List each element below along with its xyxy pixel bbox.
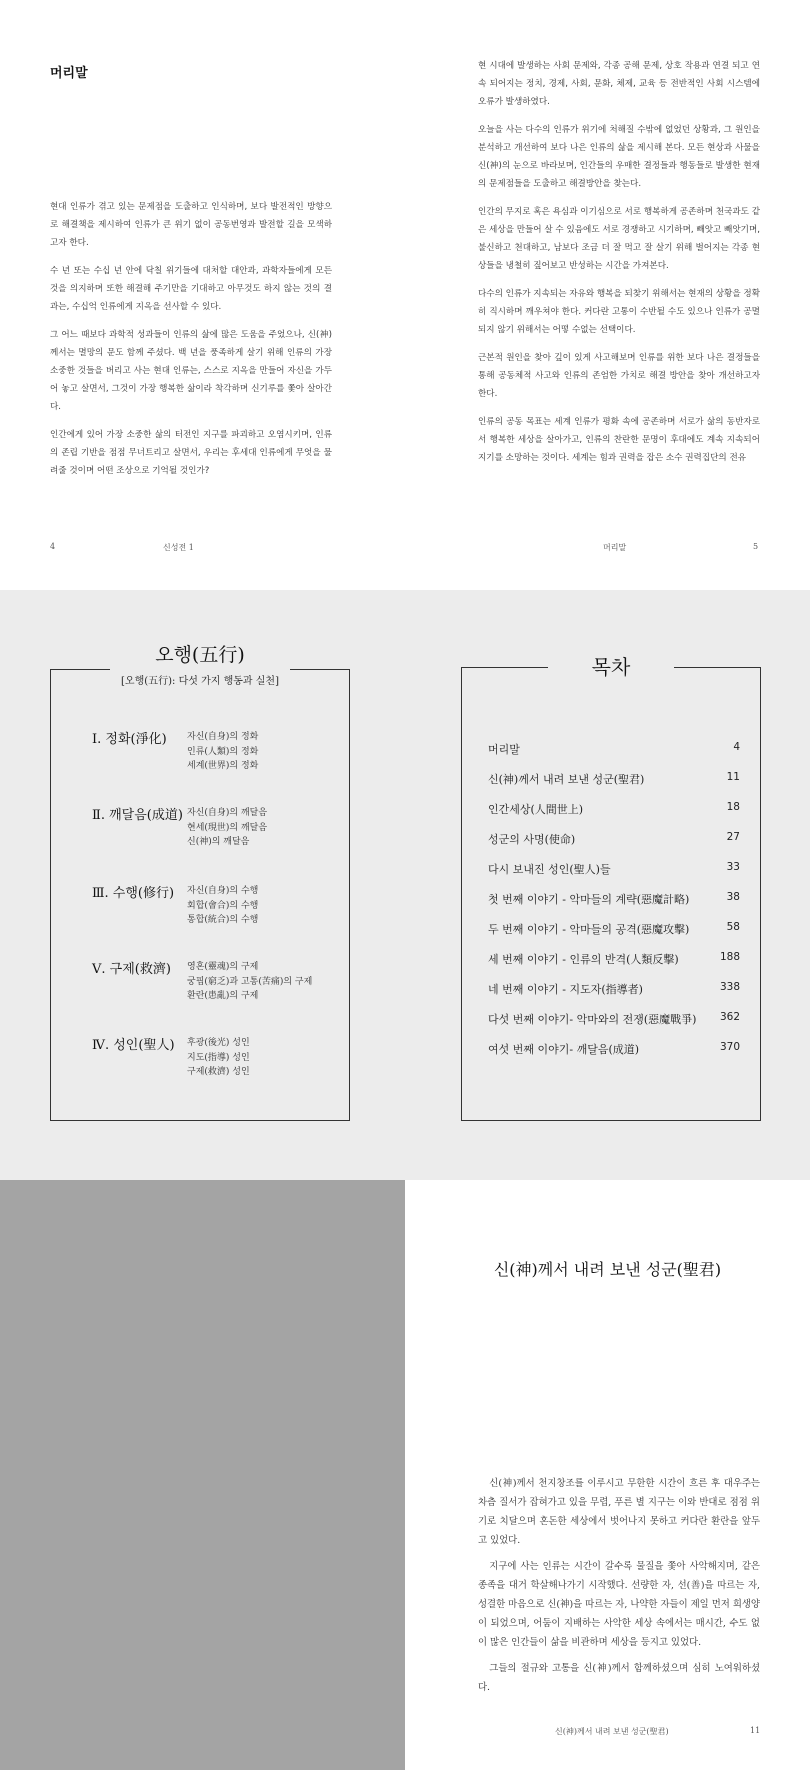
toc-entry-title: 머리말 — [488, 743, 520, 756]
group-item: 영혼(靈魂)의 구제 — [187, 962, 259, 972]
group-heading: Ⅰ. 정화(淨化) — [92, 732, 167, 747]
paragraph: 지구에 사는 인류는 시간이 갈수록 물질을 쫓아 사악해지며, 같은 종족을 대거 학살해나가기 시작했다. 선량한 자, 선(善)을 따르는 자, 성결한 마음으로 신(神)을 따르는 자, 나약한 자들이 제일 먼저 희생양이 되었으며, 어둠이 지배하는 사악한 세상 속에서는 매시간, 수도 없이 많은 인간들이 삶을 비관하며 세상을 등지고 있었다. — [478, 1561, 760, 1648]
group-item: 자신(自身)의 깨달음 — [187, 808, 268, 818]
toc-entry-title: 성군의 사명(使命) — [488, 833, 576, 846]
toc-entry-title: 여섯 번째 이야기- 깨달음(成道) — [488, 1043, 640, 1056]
five-actions-subtitle: [오행(五行): 다섯 가지 행동과 실천] — [121, 676, 279, 687]
group-item: 자신(自身)의 수행 — [187, 886, 259, 896]
toc-entry-page: 338 — [719, 981, 740, 993]
group-item: 현세(現世)의 깨달음 — [187, 822, 268, 833]
group-heading: Ⅱ. 깨달음(成道) — [92, 808, 183, 823]
paragraph: 인간에게 있어 가장 소중한 삶의 터전인 지구를 파괴하고 오염시키며, 인류의 존립 기반을 점점 무너트리고 살면서, 우리는 후세대 인류에게 무엇을 물려줄 것이며 어떤 조상으로 기억될 것인가? — [50, 430, 332, 476]
group-items — [187, 730, 258, 774]
group-item: 환란(患亂)의 구제 — [187, 991, 259, 1001]
toc-entry-title: 다시 보내진 성인(聖人)들 — [488, 863, 611, 876]
paragraph: 오늘을 사는 다수의 인류가 위기에 처해질 수밖에 없었던 상황과, 그 원인을 분석하고 개선하여 보다 나은 인류의 삶을 제시해 본다. 모든 현상과 사물을 신(神)의 눈으로 바라보며, 인간들의 우매한 결정들과 행동들로 발생한 현재의 문제점들을 도출하고 해결방안을 찾는다. — [478, 125, 760, 189]
group-items — [187, 806, 267, 850]
paragraph: 현대 인류가 겪고 있는 문제점을 도출하고 인식하며, 보다 발전적인 방향으로 해결책을 제시하여 인류가 큰 위기 없이 공동번영과 발전할 길을 모색하고자 한다. — [50, 202, 332, 248]
group-item: 회합(會合)의 수행 — [187, 900, 259, 911]
toc-entry-title: 신(神)께서 내려 보낸 성군(聖君) — [488, 773, 645, 786]
group-item: 궁핍(窮乏)과 고통(苦痛)의 구제 — [187, 976, 313, 987]
running-footer: 신성전 1 — [163, 543, 194, 552]
paragraph: 인류의 공동 목표는 세계 인류가 평화 속에 공존하며 서로가 삶의 동반자로서 행복한 세상을 살아가고, 인류의 찬란한 문명이 후대에도 계속 지속되어지기를 소망하는 것이다. 세계는 힘과 권력을 잡은 소수 권력집단의 전유 — [478, 417, 760, 463]
toc-entry-page: 27 — [726, 831, 740, 843]
preface-body-left — [50, 198, 332, 490]
toc-entry-page: 11 — [726, 771, 740, 783]
group-heading: Ⅲ. 수행(修行) — [92, 886, 175, 901]
group-items — [187, 884, 258, 928]
blank-gray-page — [0, 1180, 405, 1770]
chapter-title: 신(神)께서 내려 보낸 성군(聖君) — [493, 1260, 722, 1279]
toc-entry-title: 두 번째 이야기 - 악마들의 공격(惡魔攻擊) — [488, 923, 690, 936]
paragraph: 근본적 원인을 찾아 깊이 있게 사고해보며 인류를 위한 보다 나은 결정들을 통해 공동체적 사고와 인류의 존엄한 가치로 해결 방안을 찾아 개선하고자 한다. — [478, 353, 760, 399]
group-item: 신(神)의 깨달음 — [187, 837, 250, 847]
group-item: 자신(自身)의 정화 — [187, 732, 259, 742]
paragraph: 그 어느 때보다 과학적 성과들이 인류의 삶에 많은 도움을 주었으나, 신(神)께서는 멸망의 문도 함께 주셨다. 백 년을 풍족하게 살기 위해 인류의 가장 소중한 것들을 버리고 사는 현대 인류는, 스스로 지옥을 만들어 자신을 가두어 놓고 살면서, 그것이 가장 행복한 삶이라 착각하며 신기루를 쫓아 살아간다. — [50, 330, 332, 412]
five-actions-title: 오행(五行) — [110, 638, 290, 672]
toc-entry-title: 네 번째 이야기 - 지도자(指導者) — [488, 983, 643, 996]
group-items — [187, 960, 312, 1004]
paragraph: 다수의 인류가 지속되는 자유와 행복을 되찾기 위해서는 현재의 상황을 정확히 직시하며 깨우쳐야 한다. 커다란 고통이 수반될 수도 있으나 인류가 공멸되지 않기 위해서는 어떻 수없는 선택이다. — [478, 289, 760, 335]
preface-title: 머리말 — [50, 66, 88, 81]
group-item: 후광(後光) 성인 — [187, 1038, 250, 1048]
toc-entry-title: 인간세상(人間世上) — [488, 803, 584, 816]
toc-entry-page: 38 — [726, 891, 740, 903]
toc-entry-page: 188 — [719, 951, 740, 963]
toc-entry-page: 370 — [719, 1041, 740, 1053]
toc-entry-title: 세 번째 이야기 - 인류의 반격(人類反擊) — [488, 953, 679, 966]
group-item: 인류(人類)의 정화 — [187, 746, 259, 757]
toc-entry-page: 58 — [726, 921, 740, 933]
group-items — [187, 1036, 250, 1080]
group-item: 지도(指導) 성인 — [187, 1052, 250, 1063]
toc-entry-page: 4 — [733, 741, 740, 753]
folio-number: 4 — [50, 542, 56, 551]
page-5 — [405, 0, 810, 590]
running-footer: 머리말 — [603, 543, 627, 552]
paragraph: 인간의 무지로 혹은 욕심과 이기심으로 서로 행복하게 공존하며 천국과도 같은 세상을 만들어 살 수 있음에도 서로 경쟁하고 시기하며, 빼앗고 빼앗기며, 불신하고 천대하고, 남보다 조금 더 잘 먹고 잘 살기 위해 벌어지는 각종 현상들을 냉철히 짚어보고 반성하는 시간을 가져본다. — [478, 207, 760, 271]
group-item: 통합(統合)의 수행 — [187, 915, 259, 925]
chapter-body — [478, 1474, 760, 1704]
paragraph: 신(神)께서 천지창조를 이루시고 무한한 시간이 흐른 후 대우주는 차츰 질서가 잡혀가고 있을 무렵, 푸른 별 지구는 이와 반대로 점점 위기로 치달으며 혼돈한 세상에서 벗어나지 못하고 커다란 환란을 앞두고 있었다. — [478, 1478, 760, 1546]
page-4 — [0, 0, 405, 590]
group-heading: Ⅴ. 구제(救濟) — [92, 962, 171, 977]
preface-body-right — [478, 57, 760, 477]
group-item: 세계(世界)의 정화 — [187, 761, 259, 771]
folio-number: 5 — [753, 542, 759, 551]
group-heading: Ⅳ. 성인(聖人) — [92, 1038, 175, 1053]
toc-entry-page: 18 — [726, 801, 740, 813]
paragraph: 현 시대에 발생하는 사회 문제와, 각종 공해 문제, 상호 작용과 연결 되고 연속 되어지는 정치, 경제, 사회, 문화, 체제, 교육 등 전반적인 사회 시스템에 오류가 발생하였다. — [478, 61, 760, 107]
paragraph: 그들의 절규와 고통을 신(神)께서 함께하셨으며 심히 노여워하셨다. — [478, 1663, 760, 1693]
spread-preface — [0, 0, 810, 590]
toc-entry-page: 33 — [726, 861, 740, 873]
toc-entry-title: 다섯 번째 이야기- 악마와의 전쟁(惡魔戰爭) — [488, 1013, 697, 1026]
toc-entry-title: 첫 번째 이야기 - 악마들의 계략(惡魔計略) — [488, 893, 690, 906]
group-item: 구제(救濟) 성인 — [187, 1067, 250, 1077]
toc-title: 목차 — [548, 648, 674, 686]
running-footer: 신(神)께서 내려 보낸 성군(聖君) — [555, 1727, 669, 1736]
toc-entry-page: 362 — [719, 1011, 740, 1023]
paragraph: 수 년 또는 수십 년 안에 닥칠 위기들에 대처할 대안과, 과학자들에게 모든 것을 의지하며 또한 해결해 주기만을 기대하고 아무것도 하지 않는 것의 결과는, 수십억 인류에게 지옥을 선사할 수 있다. — [50, 266, 332, 312]
folio-number: 11 — [750, 1726, 761, 1735]
